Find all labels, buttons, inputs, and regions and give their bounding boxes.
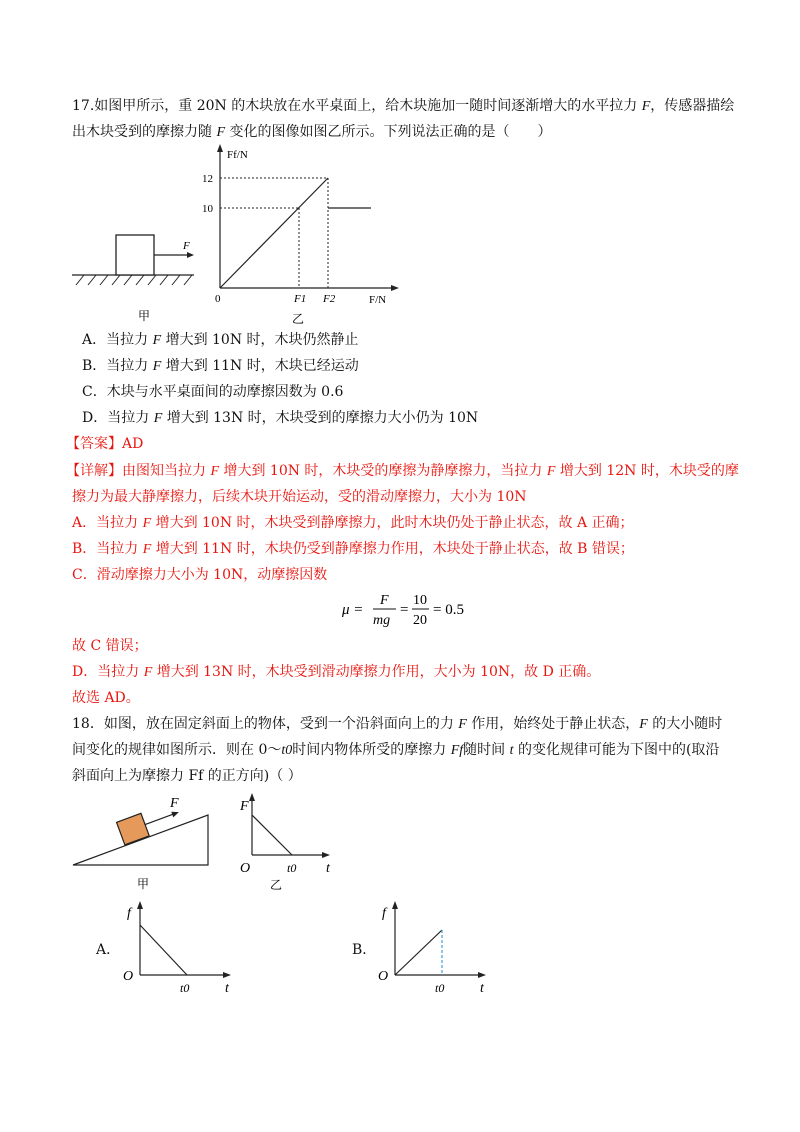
y-axis-label: Ff/N bbox=[227, 149, 248, 161]
formula-eq: = bbox=[400, 602, 409, 618]
option-a-line bbox=[140, 925, 187, 975]
q17-explain-a: A．当拉力 F 增大到 10N 时，木块受到静摩擦力，此时木块仍处于静止状态，故 A 正确； bbox=[72, 515, 634, 531]
formula-den2: 20 bbox=[413, 613, 427, 628]
F1-label: F1 bbox=[294, 293, 307, 305]
yi-origin: O bbox=[240, 861, 251, 876]
q17-explain-b: B．当拉力 F 增大到 11N 时，木块仍受到静摩擦力作用，木块处于静止状态，故 B 错误； bbox=[72, 541, 634, 557]
friction-coefficient-formula bbox=[340, 588, 470, 630]
tick-12: 12 bbox=[202, 173, 213, 185]
incline-force-label: F bbox=[170, 796, 179, 811]
F2-label: F2 bbox=[323, 293, 336, 305]
opt-a-x-label: t bbox=[225, 981, 229, 996]
opt-a-y-label: f bbox=[127, 906, 131, 921]
q18-option-b-label: B． bbox=[352, 942, 377, 958]
fig-label-jia: 甲 bbox=[138, 309, 151, 323]
q17-option-c: C．木块与水平桌面间的动摩擦因数为 0.6 bbox=[82, 384, 344, 400]
q17-figure-jia bbox=[70, 225, 200, 325]
q18-stem-line2: 间变化的规律如图所示．则在 0～t0时间内物体所受的摩擦力 Ff随时间 t 的变化规律可能为下图中的(取沿 bbox=[72, 742, 720, 758]
q18-stem-line3: 斜面向上为摩擦力 Ff 的正方向)（ ） bbox=[72, 768, 302, 784]
q17-option-b: B．当拉力 F 增大到 11N 时，木块已经运动 bbox=[82, 358, 359, 374]
fig-label-jia-18: 甲 bbox=[137, 877, 150, 891]
q18-option-a-label: A． bbox=[96, 942, 121, 958]
fig-label-yi-18: 乙 bbox=[270, 878, 283, 892]
q18-figure-jia bbox=[70, 790, 215, 895]
formula-den1: mg bbox=[373, 613, 391, 628]
q17-answer: 【答案】AD bbox=[66, 436, 144, 452]
force-label: F bbox=[183, 240, 190, 252]
x-axis-label: F/N bbox=[369, 294, 387, 306]
yi-x-label: t bbox=[326, 861, 330, 876]
opt-b-y-label: f bbox=[382, 906, 386, 921]
q18-figure-yi bbox=[230, 790, 345, 895]
q17-option-a: A．当拉力 F 增大到 10N 时，木块仍然静止 bbox=[82, 332, 359, 348]
opt-b-x-label: t bbox=[480, 981, 484, 996]
q17-explain-c-end: 故 C 错误； bbox=[72, 638, 148, 654]
origin-label: 0 bbox=[215, 293, 221, 305]
q17-stem-line1: 17.如图甲所示，重 20N 的木块放在水平桌面上，给木块施加一随时间逐渐增大的水平拉力 F，传感器描绘 bbox=[72, 98, 735, 114]
q18-option-a-graph bbox=[115, 895, 245, 1000]
formula-mu: μ = bbox=[342, 602, 364, 618]
q17-stem-line2: 出木块受到的摩擦力随 F 变化的图像如图乙所示。下列说法正确的是（ ） bbox=[72, 124, 552, 140]
yi-y-label: F bbox=[240, 799, 249, 814]
option-b-line bbox=[395, 930, 442, 975]
friction-line-rise bbox=[220, 178, 328, 288]
q17-conclusion: 故选 AD。 bbox=[72, 690, 140, 706]
force-decrease-line bbox=[252, 815, 292, 855]
q17-explain-line2: 擦力为最大静摩擦力，后续木块开始运动，受的滑动摩擦力，大小为 10N bbox=[72, 489, 527, 505]
yi-t0: t0 bbox=[287, 861, 297, 875]
wood-block bbox=[116, 235, 154, 275]
q17-figure-yi bbox=[195, 140, 405, 325]
formula-num1: F bbox=[380, 593, 389, 608]
q18-stem-line1: 18．如图，放在固定斜面上的物体，受到一个沿斜面向上的力 F 作用，始终处于静止状态，F 的大小随时 bbox=[72, 716, 723, 732]
opt-b-origin: O bbox=[378, 969, 389, 984]
q17-explain-c: C．滑动摩擦力大小为 10N，动摩擦因数 bbox=[72, 567, 328, 583]
formula-result: = 0.5 bbox=[433, 602, 464, 618]
opt-a-t0: t0 bbox=[180, 981, 190, 995]
opt-a-origin: O bbox=[123, 969, 134, 984]
q17-explain-line1: 【详解】由图知当拉力 F 增大到 10N 时，木块受的摩擦为静摩擦力，当拉力 F 增大到 12N 时，木块受的摩 bbox=[66, 463, 739, 479]
fig-label-yi: 乙 bbox=[292, 312, 305, 325]
q17-explain-d: D．当拉力 F 增大到 13N 时，木块受到滑动摩擦力作用，大小为 10N，故 D 正确。 bbox=[72, 664, 601, 680]
opt-b-t0: t0 bbox=[435, 981, 445, 995]
formula-num2: 10 bbox=[413, 593, 427, 608]
q17-option-d: D．当拉力 F 增大到 13N 时，木块受到的摩擦力大小仍为 10N bbox=[82, 410, 479, 426]
q18-option-b-graph bbox=[370, 895, 500, 1000]
tick-10: 10 bbox=[202, 203, 213, 215]
